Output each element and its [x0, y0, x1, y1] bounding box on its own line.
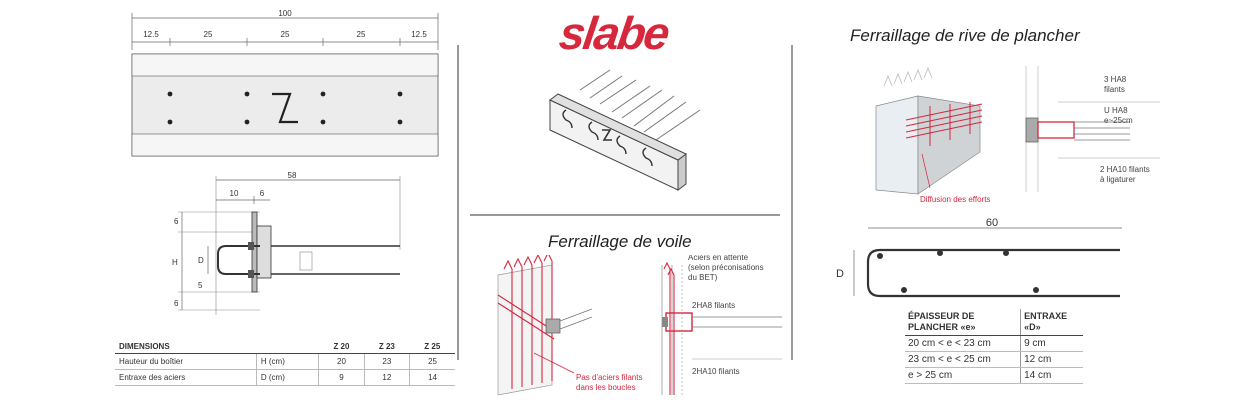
label-pas-aciers-1: Pas d'aciers filants — [576, 373, 643, 382]
dim-60: 60 — [985, 217, 999, 229]
label-2ha10-rive-2: à ligaturer — [1100, 175, 1136, 184]
product-isometric — [540, 60, 710, 200]
dim-6-top: 6 — [259, 189, 265, 198]
dim-25-a: 25 — [203, 30, 213, 39]
dim-table-header-z25: Z 25 — [410, 340, 455, 354]
label-u-ha8-1: U HA8 — [1104, 106, 1128, 115]
side-section-view — [160, 170, 410, 320]
label-aciers-attente-2: (selon préconisations — [688, 263, 764, 272]
dim-6-left-top: 6 — [174, 217, 179, 226]
dim-25-b: 25 — [280, 30, 290, 39]
slabe-logo: slabe — [556, 7, 672, 59]
dim-6-left-bottom: 6 — [174, 299, 179, 308]
voile-title: Ferraillage de voile — [548, 232, 692, 251]
entraxe-table — [905, 309, 1083, 384]
label-u-ha8-2: e~25cm — [1104, 116, 1133, 125]
dim-D: D — [198, 256, 204, 265]
dim-25-c: 25 — [356, 30, 366, 39]
dim-10: 10 — [229, 189, 239, 198]
dim-58: 58 — [287, 171, 297, 180]
label-pas-aciers-2: dans les boucles — [576, 383, 636, 392]
dim-table-header-z20: Z 20 — [319, 340, 364, 354]
table-row: Entraxe des aciers D (cm) 9 12 14 — [115, 370, 455, 386]
dim-table-header-unit — [256, 340, 318, 354]
dim-D-rive: D — [836, 268, 844, 280]
label-3ha8-1: 3 HA8 — [1104, 75, 1127, 84]
label-2ha8-voile: 2HA8 filants — [692, 301, 736, 310]
voile-diagram — [492, 255, 792, 400]
rive-section — [1020, 66, 1200, 192]
dim-table-header-z23: Z 23 — [364, 340, 409, 354]
table-row: e > 25 cm 14 cm — [905, 367, 1083, 383]
table-row: Hauteur du boîtier H (cm) 20 23 25 — [115, 354, 455, 370]
table-row: 20 cm < e < 23 cm 9 cm — [905, 335, 1083, 351]
rive-title: Ferraillage de rive de plancher — [850, 26, 1080, 45]
dim-12-5-left: 12.5 — [143, 30, 159, 39]
table-row: 23 cm < e < 25 cm 12 cm — [905, 351, 1083, 367]
entraxe-table-header-entraxe: ENTRAXE «D» — [1021, 309, 1083, 335]
plate-front-view — [120, 8, 450, 163]
dimensions-table — [115, 340, 455, 386]
label-2ha10-rive-1: 2 HA10 filants — [1100, 165, 1150, 174]
label-2ha10-voile: 2HA10 filants — [692, 367, 740, 376]
label-aciers-attente-3: du BET) — [688, 273, 718, 282]
dim-12-5-right: 12.5 — [411, 30, 427, 39]
entraxe-table-header-epaisseur: ÉPAISSEUR DE PLANCHER «e» — [905, 309, 1021, 335]
dim-table-header-dimensions: DIMENSIONS — [115, 340, 256, 354]
u-bar-elevation — [830, 216, 1130, 306]
label-aciers-attente-1: Aciers en attente — [688, 255, 749, 262]
label-diffusion: Diffusion des efforts — [920, 195, 991, 204]
label-3ha8-2: filants — [1104, 85, 1125, 94]
dim-5: 5 — [198, 281, 203, 290]
dim-100: 100 — [278, 9, 292, 18]
dim-H: H — [172, 258, 178, 267]
